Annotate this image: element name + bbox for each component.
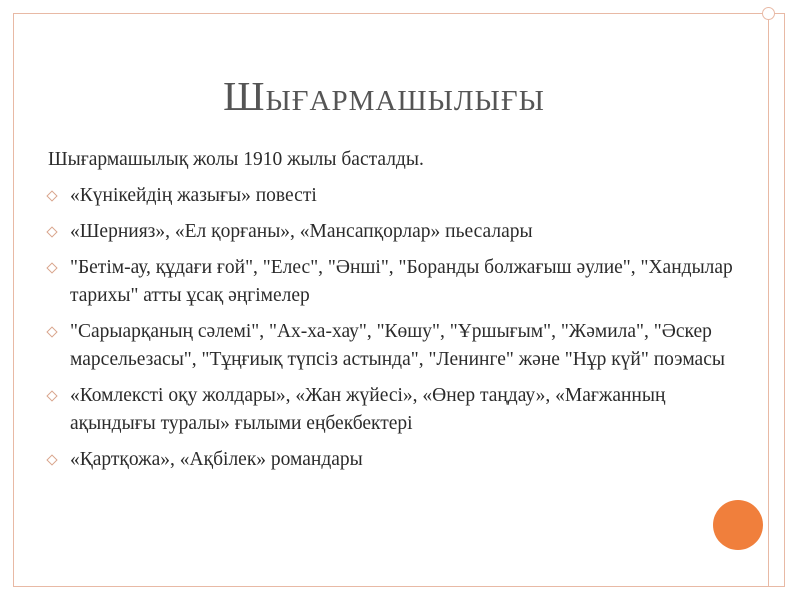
list-item — [48, 382, 748, 438]
list-item — [48, 446, 748, 474]
list-item-text: "Бетім-ау, құдағи ғой", "Елес", "Әнші", "Боранды болжағыш әулие", "Хандылар тарихы" атты ұсақ әңгімелер — [70, 257, 733, 306]
list-item-text: "Сарыарқаның сәлемі", "Ах-ха-хау", "Көшу", "Ұршығым", "Жәмила", "Әскер марсельезасы", "Тұңғиық түпсіз астында", "Ленинге" және "Нұр күй" поэмасы — [70, 321, 725, 370]
list-item-text: «Күнікейдің жазығы» повесті — [70, 185, 317, 206]
list-item-text: «Шернияз», «Ел қорғаны», «Мансапқорлар» пьесалары — [70, 221, 533, 242]
vertical-rule — [768, 13, 769, 587]
diamond-bullet-icon — [46, 262, 57, 273]
bullet-list — [48, 182, 748, 474]
diamond-bullet-icon — [46, 390, 57, 401]
slide-content — [48, 146, 748, 482]
list-item — [48, 318, 748, 374]
list-item-text: «Қартқожа», «Ақбілек» романдары — [70, 449, 363, 470]
list-item — [48, 218, 748, 246]
orange-circle-icon — [713, 500, 763, 550]
ring-ornament-icon — [762, 7, 775, 20]
list-item — [48, 182, 748, 210]
slide-title: Шығармашылығы — [223, 73, 545, 119]
list-item — [48, 254, 748, 310]
diamond-bullet-icon — [46, 326, 57, 337]
intro-text: Шығармашылық жолы 1910 жылы басталды. — [48, 149, 424, 170]
diamond-bullet-icon — [46, 226, 57, 237]
diamond-bullet-icon — [46, 190, 57, 201]
list-item-text: «Комлексті оқу жолдары», «Жан жүйесі», «Өнер таңдау», «Мағжанның ақындығы туралы» ғылыми еңбекбектері — [70, 385, 666, 434]
diamond-bullet-icon — [46, 454, 57, 465]
